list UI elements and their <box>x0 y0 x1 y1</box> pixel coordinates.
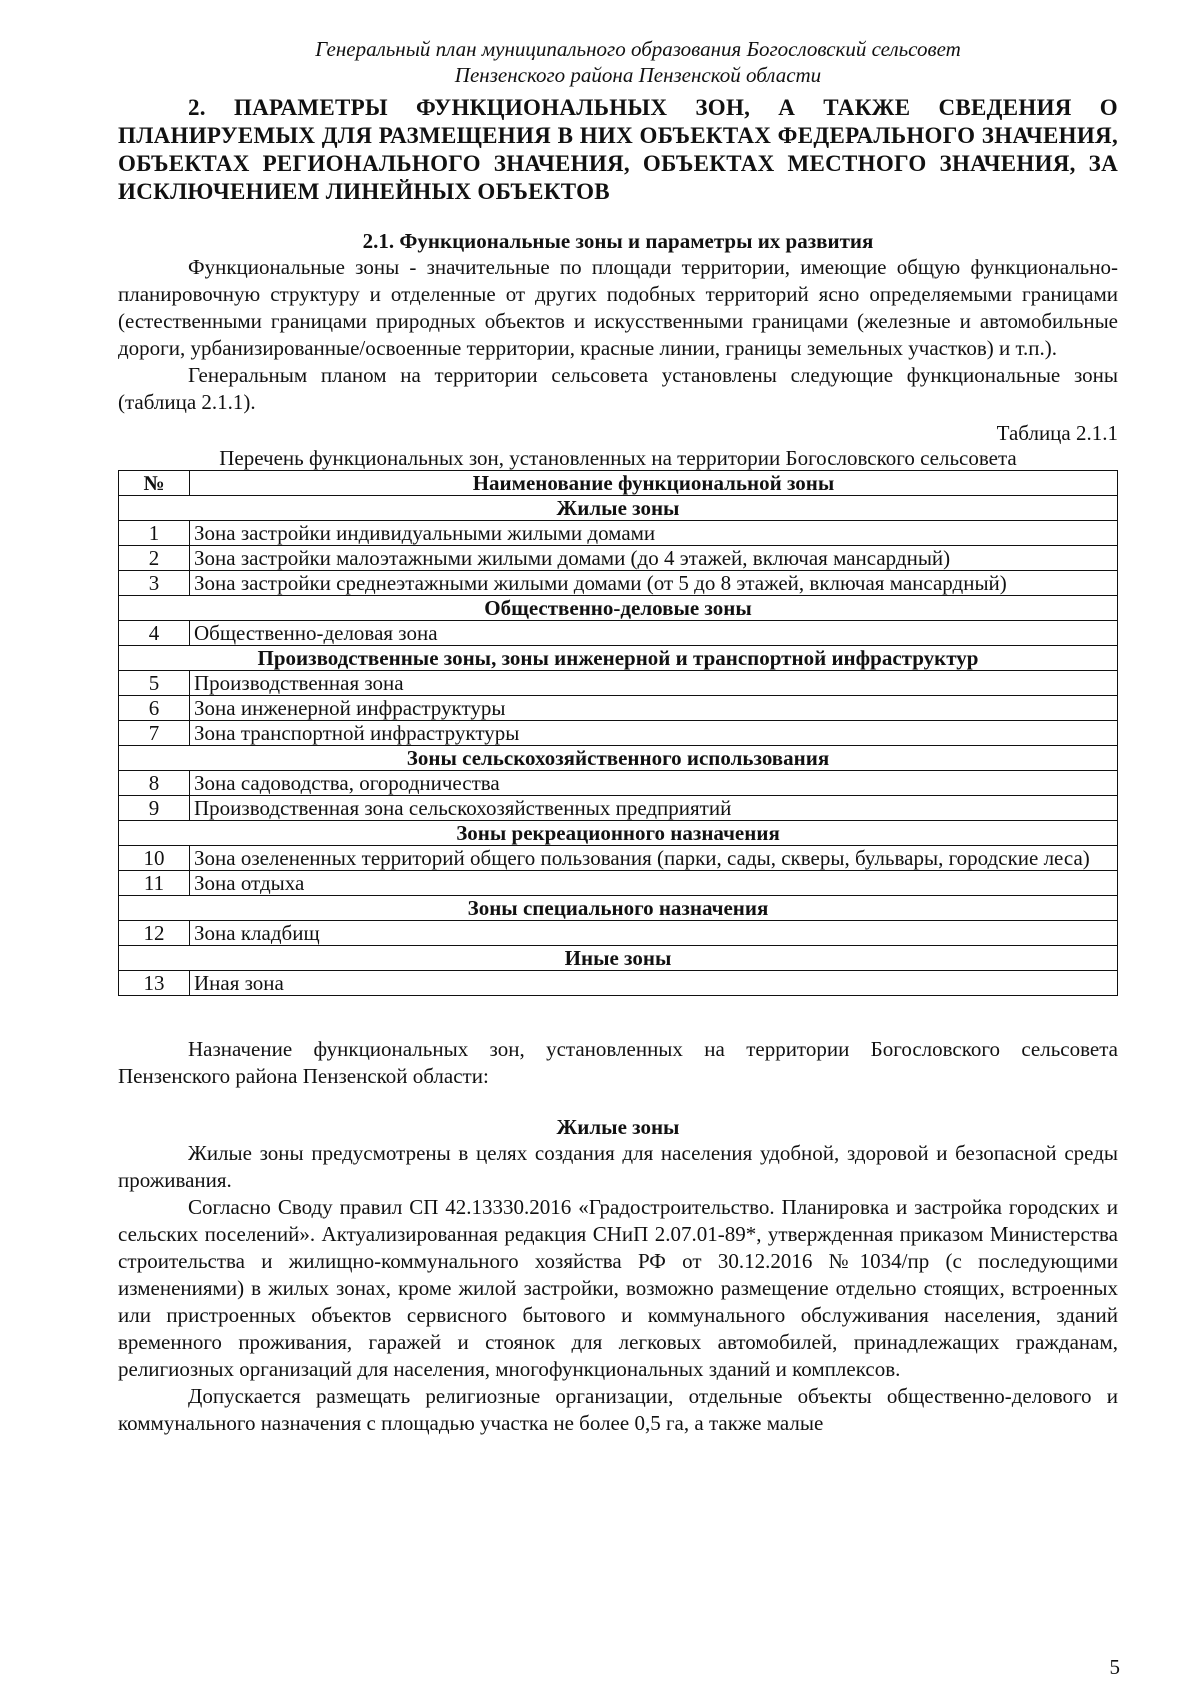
zones-table <box>118 470 1118 996</box>
zone-number: 7 <box>119 721 190 746</box>
table-label: Таблица 2.1.1 <box>996 421 1118 445</box>
table-row <box>119 721 1118 746</box>
zone-number: 5 <box>119 671 190 696</box>
residential-paragraphs <box>118 1140 1118 1437</box>
purpose-intro: Назначение функциональных зон, установленных на территории Богословского сельсовета Пензенского района Пензенской области: <box>118 1037 1118 1088</box>
header-line-1: Генеральный план муниципального образования Богословский сельсовет <box>315 37 961 61</box>
zone-name: Зона застройки индивидуальными жилыми домами <box>190 521 1118 546</box>
residential-heading: Жилые зоны <box>556 1115 680 1139</box>
zone-number: 2 <box>119 546 190 571</box>
zone-name: Зона садоводства, огородничества <box>190 771 1118 796</box>
zone-name: Зона инженерной инфраструктуры <box>190 696 1118 721</box>
zone-name: Производственная зона <box>190 671 1118 696</box>
table-row <box>119 796 1118 821</box>
page-content <box>118 36 1118 1437</box>
zone-name: Зона транспортной инфраструктуры <box>190 721 1118 746</box>
table-caption: Перечень функциональных зон, установленных на территории Богословского сельсовета <box>219 446 1017 470</box>
zone-number: 6 <box>119 696 190 721</box>
table-row <box>119 971 1118 996</box>
zone-name: Зона озелененных территорий общего пользования (парки, сады, скверы, бульвары, городские леса) <box>190 846 1118 871</box>
zone-group-title: Зоны рекреационного назначения <box>119 821 1118 846</box>
zone-group-title: Жилые зоны <box>119 496 1118 521</box>
table-group-row <box>119 946 1118 971</box>
zone-name: Зона застройки малоэтажными жилыми домами (до 4 этажей, включая мансардный) <box>190 546 1118 571</box>
zone-number: 4 <box>119 621 190 646</box>
table-group-row <box>119 896 1118 921</box>
zone-number: 9 <box>119 796 190 821</box>
zone-name: Зона застройки среднеэтажными жилыми домами (от 5 до 8 этажей, включая мансардный) <box>190 571 1118 596</box>
zone-number: 8 <box>119 771 190 796</box>
zone-name: Общественно-деловая зона <box>190 621 1118 646</box>
table-row <box>119 846 1118 871</box>
residential-paragraph: Жилые зоны предусмотрены в целях создания для населения удобной, здоровой и безопасной среды проживания. <box>118 1141 1118 1192</box>
table-row <box>119 571 1118 596</box>
zone-name: Зона кладбищ <box>190 921 1118 946</box>
table-row <box>119 921 1118 946</box>
zone-group-title: Иные зоны <box>119 946 1118 971</box>
table-row <box>119 871 1118 896</box>
table-group-row <box>119 496 1118 521</box>
table-row <box>119 671 1118 696</box>
table-row <box>119 521 1118 546</box>
zone-group-title: Зоны сельскохозяйственного использования <box>119 746 1118 771</box>
table-row <box>119 621 1118 646</box>
zone-group-title: Общественно-деловые зоны <box>119 596 1118 621</box>
zone-name: Зона отдыха <box>190 871 1118 896</box>
intro-paragraph: Генеральным планом на территории сельсовета установлены следующие функциональные зоны (таблица 2.1.1). <box>118 363 1118 414</box>
table-row <box>119 546 1118 571</box>
table-header-row <box>119 471 1118 496</box>
intro-paragraph: Функциональные зоны - значительные по площади территории, имеющие общую функционально-планировочную структуру и отделенные от других подобных территорий ясно определяемыми границами (естественными границами природных объектов и искусственными границами (железные и автомобильные дороги, урбанизированные/освоенные территории, красные линии, границы земельных участков) и т.п.). <box>118 255 1118 360</box>
zones-table-body <box>119 496 1118 996</box>
table-group-row <box>119 821 1118 846</box>
column-header-number: № <box>119 471 190 496</box>
zone-number: 10 <box>119 846 190 871</box>
subsection-title: 2.1. Функциональные зоны и параметры их развития <box>362 229 874 253</box>
zone-number: 1 <box>119 521 190 546</box>
header-line-2: Пензенского района Пензенской области <box>454 63 822 87</box>
section-title: 2. ПАРАМЕТРЫ ФУНКЦИОНАЛЬНЫХ ЗОН, А ТАКЖЕ СВЕДЕНИЯ О ПЛАНИРУЕМЫХ ДЛЯ РАЗМЕЩЕНИЯ В НИХ ОБЪЕКТАХ ФЕДЕРАЛЬНОГО ЗНАЧЕНИЯ, ОБЪЕКТАХ РЕГИОНАЛЬНОГО ЗНАЧЕНИЯ, ОБЪЕКТАХ МЕСТНОГО ЗНАЧЕНИЯ, ЗА ИСКЛЮЧЕНИЕМ ЛИНЕЙНЫХ ОБЪЕКТОВ <box>118 95 1118 204</box>
zone-number: 13 <box>119 971 190 996</box>
intro-paragraphs <box>118 254 1118 416</box>
table-row <box>119 771 1118 796</box>
zone-name: Производственная зона сельскохозяйственных предприятий <box>190 796 1118 821</box>
zone-group-title: Производственные зоны, зоны инженерной и транспортной инфраструктур <box>119 646 1118 671</box>
zone-number: 12 <box>119 921 190 946</box>
zone-number: 3 <box>119 571 190 596</box>
table-group-row <box>119 746 1118 771</box>
zone-name: Иная зона <box>190 971 1118 996</box>
residential-paragraph: Допускается размещать религиозные организации, отдельные объекты общественно-делового и коммунального назначения с площадью участка не более 0,5 га, а также малые <box>118 1384 1118 1435</box>
zone-group-title: Зоны специального назначения <box>119 896 1118 921</box>
running-header <box>158 36 1118 88</box>
table-row <box>119 696 1118 721</box>
page-number: 5 <box>1109 1655 1120 1679</box>
table-group-row <box>119 646 1118 671</box>
residential-paragraph: Согласно Своду правил СП 42.13330.2016 «Градостроительство. Планировка и застройка городских и сельских поселений». Актуализированная редакция СНиП 2.07.01-89*, утвержденная приказом Министерства строительства и жилищно-коммунального хозяйства РФ от 30.12.2016 №1034/пр (с последующими изменениями) в жилых зонах, кроме жилой застройки, возможно размещение отдельно стоящих, встроенных или пристроенных объектов сервисного бытового и коммунального обслуживания населения, зданий временного проживания, гаражей и стоянок для легковых автомобилей, принадлежащих гражданам, религиозных организаций для населения, многофункциональных зданий и комплексов. <box>118 1195 1118 1381</box>
zone-number: 11 <box>119 871 190 896</box>
column-header-zone-name: Наименование функциональной зоны <box>190 471 1118 496</box>
table-group-row <box>119 596 1118 621</box>
